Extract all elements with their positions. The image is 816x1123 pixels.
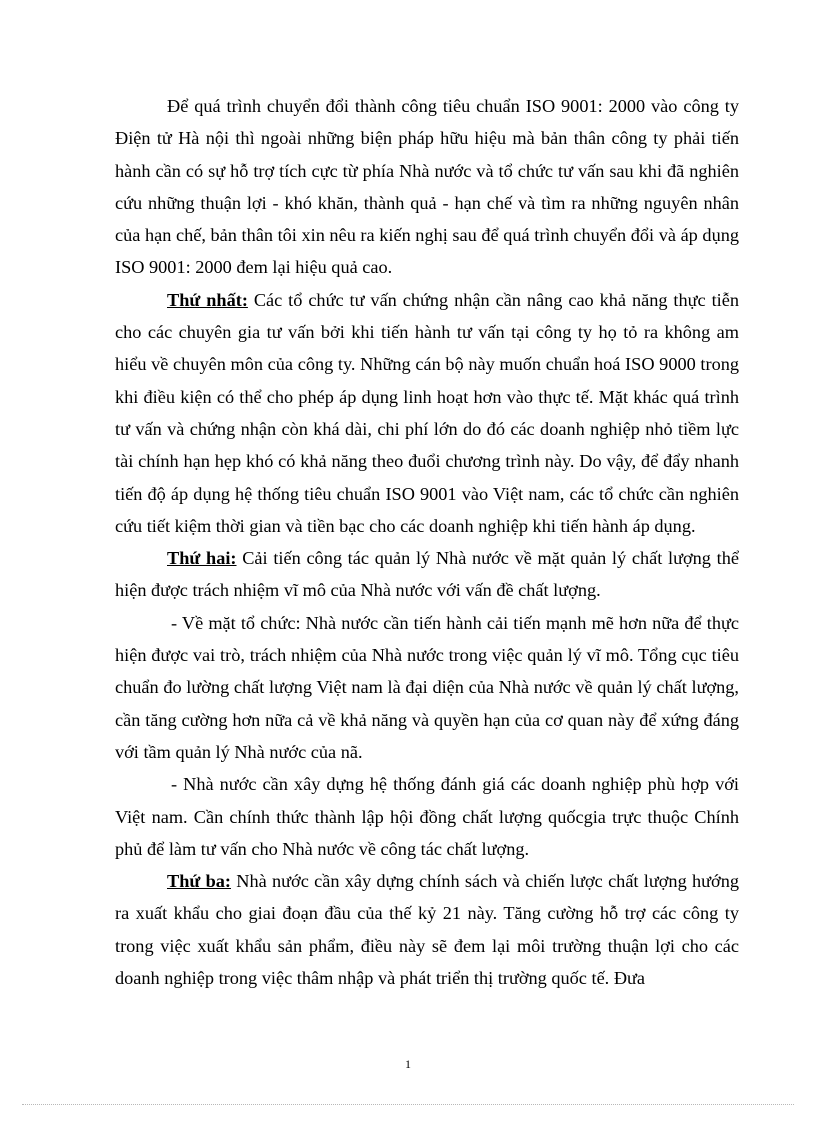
- page-number: 1: [405, 1057, 411, 1071]
- second-recommendation-heading: Thứ hai:: [167, 548, 237, 569]
- first-recommendation-heading: Thứ nhất:: [167, 289, 248, 310]
- page-bottom-divider: [22, 1104, 794, 1105]
- organization-point-text: - Về mặt tổ chức: Nhà nước cần tiến hành cải tiến mạnh mẽ hơn nữa để thực hiện được vai trò, trách nhiệm của Nhà nước trong việc quản lý vĩ mô. Tổng cục tiêu chuẩn đo lường chất lượng Việt nam là đại diện của Nhà nước về quản lý chất lượng, cần tăng cường hơn nữa cả về khả năng và quyền hạn của cơ quan này để xứng đáng với tầm quản lý Nhà nước của nã.: [115, 612, 739, 762]
- document-body: [115, 90, 739, 994]
- second-recommendation-text: Cải tiến công tác quản lý Nhà nước về mặt quản lý chất lượng thể hiện được trách nhiệm vĩ mô của Nhà nước với vấn đề chất lượng.: [115, 548, 739, 601]
- paragraph-first-recommendation: [115, 284, 739, 542]
- evaluation-point-text: - Nhà nước cần xây dựng hệ thống đánh giá các doanh nghiệp phù hợp với Việt nam. Cần chính thức thành lập hội đồng chất lượng quốcgia trực thuộc Chính phủ để làm tư vấn cho Nhà nước về công tác chất lượng.: [115, 774, 739, 859]
- paragraph-evaluation-point: [115, 768, 739, 865]
- first-recommendation-text: Các tổ chức tư vấn chứng nhận cần nâng cao khả năng thực tiễn cho các chuyên gia tư vấn bởi khi tiến hành tư vấn tại công ty họ tỏ ra không am hiểu về chuyên môn của công ty. Những cán bộ này muốn chuẩn hoá ISO 9000 trong khi điều kiện có thể cho phép áp dụng linh hoạt hơn vào thực tế. Mặt khác quá trình tư vấn và chứng nhận còn khá dài, chi phí lớn do đó các doanh nghiệp nhỏ tiềm lực tài chính hạn hẹp khó có khả năng theo đuổi chương trình này. Do vậy, để đẩy nhanh tiến độ áp dụng hệ thống tiêu chuẩn ISO 9001 vào Việt nam, các tổ chức cần nghiên cứu tiết kiệm thời gian và tiền bạc cho các doanh nghiệp khi tiến hành áp dụng.: [115, 289, 739, 536]
- paragraph-intro: [115, 90, 739, 284]
- third-recommendation-text: Nhà nước cần xây dựng chính sách và chiến lược chất lượng hướng ra xuất khẩu cho giai đoạn đầu của thế kỷ 21 này. Tăng cường hỗ trợ các công ty trong việc xuất khẩu sản phẩm, điều này sẽ đem lại môi trường thuận lợi cho các doanh nghiệp trong việc thâm nhập và phát triển thị trường quốc tế. Đưa: [115, 871, 739, 989]
- paragraph-third-recommendation: [115, 865, 739, 994]
- paragraph-intro-text: Để quá trình chuyển đổi thành công tiêu chuẩn ISO 9001: 2000 vào công ty Điện tử Hà nội thì ngoài những biện pháp hữu hiệu mà bản thân công ty phải tiến hành cần có sự hỗ trợ tích cực từ phía Nhà nước và tổ chức tư vấn sau khi đã nghiên cứu những thuận lợi - khó khăn, thành quả - hạn chế và tìm ra những nguyên nhân của hạn chế, bản thân tôi xin nêu ra kiến nghị sau để quá trình chuyển đổi và áp dụng ISO 9001: 2000 đem lại hiệu quả cao.: [115, 96, 739, 278]
- third-recommendation-heading: Thứ ba:: [167, 871, 231, 892]
- paragraph-organization-point: [115, 607, 739, 768]
- paragraph-second-recommendation: [115, 542, 739, 607]
